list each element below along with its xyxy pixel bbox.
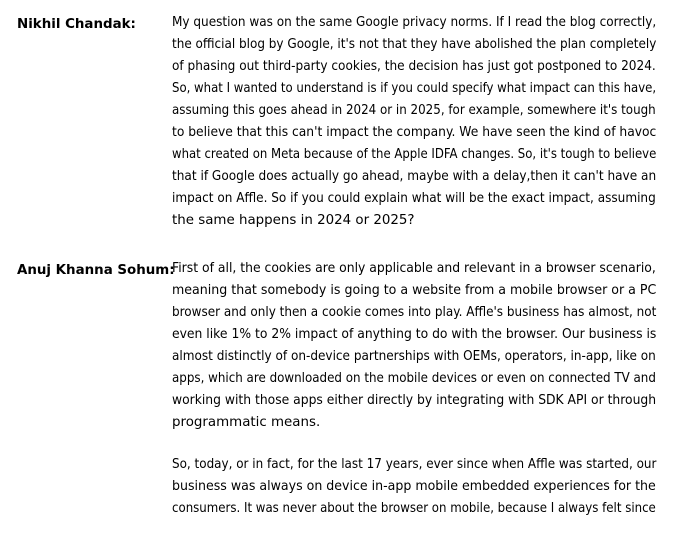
text-line: consumers. It was never about the browser on mobile, because I always felt since [172, 501, 656, 516]
text-line: programmatic means. [172, 415, 321, 430]
speaker-paragraph [172, 258, 656, 434]
text-line: business was always on device in-app mobile embedded experiences for the [172, 479, 656, 494]
text-line: meaning that somebody is going to a website from a mobile browser or a PC [172, 283, 657, 298]
text-line: assuming this goes ahead in 2024 or in 2025, for example, somewhere it's tough [172, 103, 656, 118]
text-line: My question was on the same Google privacy norms. If I read the blog correctly, [172, 15, 657, 30]
text-line: So, today, or in fact, for the last 17 years, ever since when Affle was started, our [172, 457, 657, 472]
text-line: almost distinctly of on-device partnerships with OEMs, operators, in-app, like on [172, 349, 656, 364]
text-line: to believe that this can't impact the company. We have seen the kind of havoc [172, 125, 657, 140]
speaker-paragraph [172, 12, 656, 232]
text-line: even like 1% to 2% impact of anything to do with the browser. Our business is [172, 327, 657, 342]
text-line: what created on Meta because of the Apple IDFA changes. So, it's tough to believe [172, 147, 657, 162]
text-line: the official blog by Google, it's not that they have abolished the plan completely [172, 37, 657, 52]
text-line: that if Google does actually go ahead, maybe with a delay,then it can't have an [172, 169, 657, 184]
text-line: So, what I wanted to understand is if you could specify what impact can this have, [172, 81, 657, 96]
speaker-name: Nikhil Chandak: [17, 17, 136, 32]
text-line: of phasing out third-party cookies, the decision has just got postponed to 2024. [172, 59, 656, 74]
text-line: browser and only then a cookie comes into play. Affle's business has almost, not [172, 305, 657, 320]
text-line: working with those apps either directly by integrating with SDK API or through [172, 393, 657, 408]
text-line: First of all, the cookies are only applicable and relevant in a browser scenario, [172, 261, 656, 276]
text-line: impact on Affle. So if you could explain what will be the exact impact, assuming [172, 191, 656, 206]
text-line: apps, which are downloaded on the mobile devices or even on connected TV and [172, 371, 656, 386]
speaker-name: Anuj Khanna Sohum: [17, 263, 175, 278]
speaker-paragraph [172, 454, 656, 520]
text-line: the same happens in 2024 or 2025? [172, 213, 415, 228]
